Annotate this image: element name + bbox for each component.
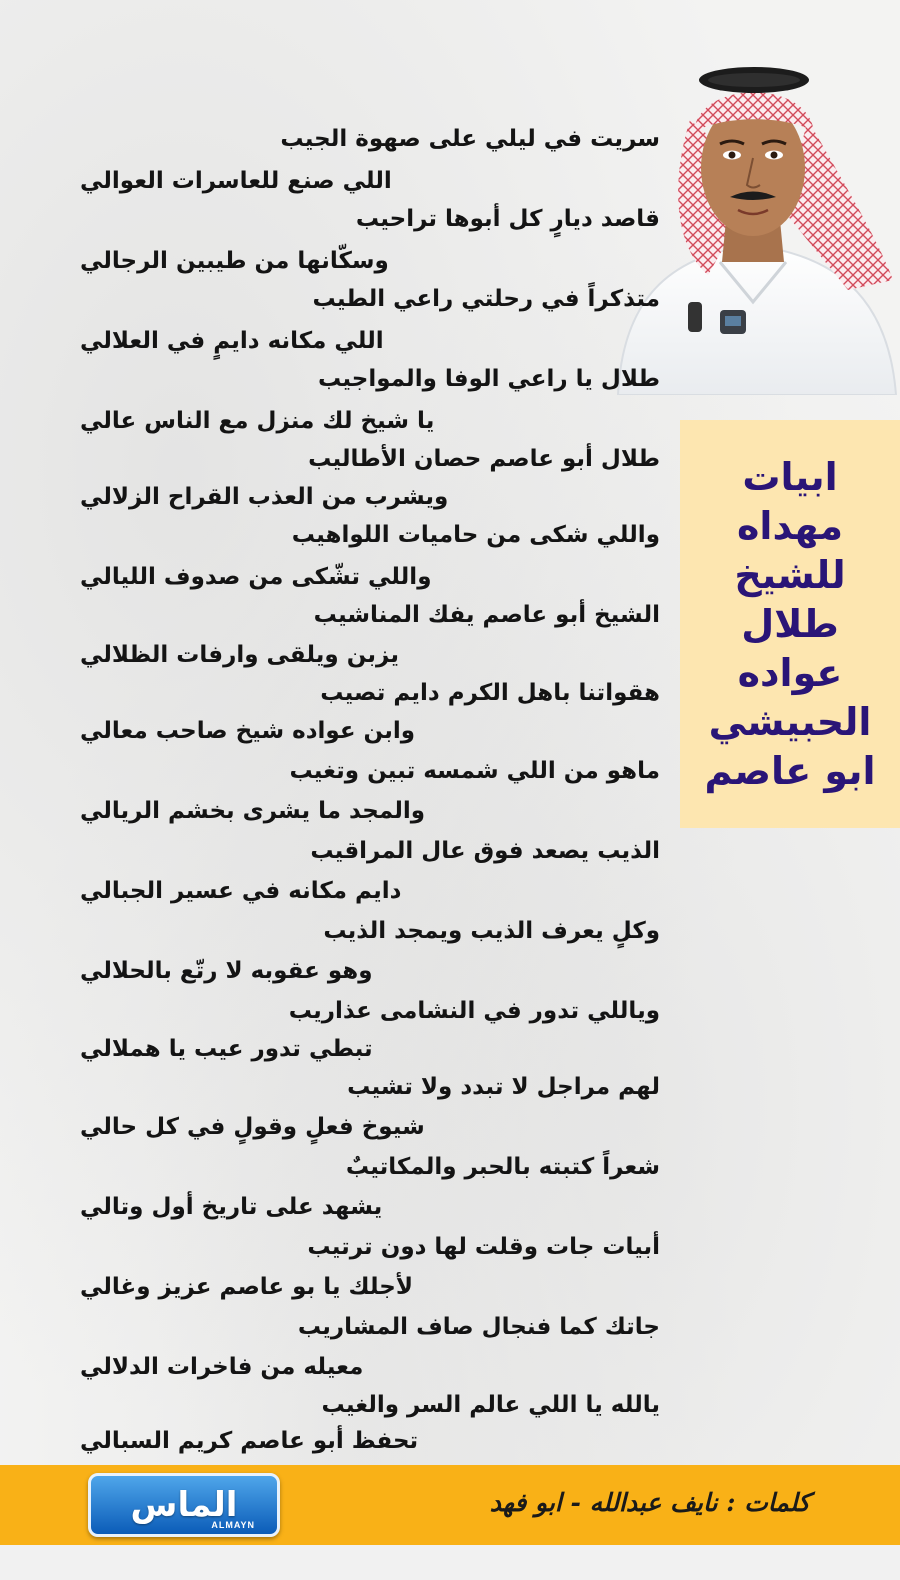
poem-line: طلال يا راعي الوفا والمواجيب bbox=[318, 366, 660, 392]
poem-line: متذكراً في رحلتي راعي الطيب bbox=[312, 286, 660, 312]
poem-line: يشهد على تاريخ أول وتالي bbox=[80, 1194, 383, 1220]
logo-arabic-text: الماس bbox=[130, 1485, 238, 1525]
dedication-title-box bbox=[680, 420, 900, 828]
poem-line: جاتك كما فنجال صاف المشاريب bbox=[297, 1314, 660, 1340]
title-line: طلال bbox=[741, 601, 839, 646]
poem-line: أبيات جات وقلت لها دون ترتيب bbox=[307, 1234, 660, 1260]
title-line: ابيات bbox=[742, 454, 838, 499]
poem bbox=[60, 122, 660, 1454]
poem-line: والمجد ما يشرى بخشم الريالي bbox=[80, 798, 426, 824]
poem-line: واللي شكى من حاميات اللواهيب bbox=[291, 522, 660, 548]
poem-line: تبطي تدور عيب يا هملالي bbox=[80, 1036, 373, 1062]
poem-line: الشيخ أبو عاصم يفك المناشيب bbox=[313, 602, 660, 628]
poem-line: تحفظ أبو عاصم كريم السبالي bbox=[80, 1428, 419, 1454]
title-line: ابو عاصم bbox=[704, 748, 876, 793]
poem-line: يزبن ويلقى وارفات الظلالي bbox=[80, 642, 399, 668]
poem-line: لأجلك يا بو عاصم عزيز وغالي bbox=[80, 1274, 413, 1300]
poem-line: اللي صنع للعاسرات العوالي bbox=[80, 168, 392, 194]
poem-line: معيله من فاخرات الدلالي bbox=[80, 1354, 364, 1380]
poem-line: وسكّانها من طيبين الرجالي bbox=[80, 248, 389, 274]
poem-line: وابن عواده شيخ صاحب معالي bbox=[80, 718, 416, 744]
poem-line: الذيب يصعد فوق عال المراقيب bbox=[310, 838, 660, 864]
title-line: الحبيشي bbox=[708, 699, 872, 744]
poem-line: قاصد ديارٍ كل أبوها تراحيب bbox=[355, 206, 660, 232]
poem-line: شعراً كتبته بالحبر والمكاتيبٌ bbox=[345, 1154, 660, 1180]
almayn-logo bbox=[88, 1473, 280, 1537]
title-line: عواده bbox=[737, 650, 843, 695]
poem-line: وياللي تدور في النشامى عذاريب bbox=[288, 998, 660, 1024]
poem-line: اللي مكانه دايمٍ في العلالي bbox=[80, 328, 384, 354]
poem-line: هقواتنا باهل الكرم دايم تصيب bbox=[320, 680, 660, 706]
poem-line: واللي تشّكى من صدوف الليالي bbox=[80, 564, 432, 590]
dedication-title bbox=[704, 453, 875, 796]
title-line: مهداه bbox=[736, 503, 844, 548]
poem-line: شيوخ فعلٍ وقولٍ في كل حالي bbox=[80, 1114, 425, 1140]
poem-line: ويشرب من العذب القراح الزلالي bbox=[80, 484, 449, 510]
poem-line: وكلٍ يعرف الذيب ويمجد الذيب bbox=[323, 918, 660, 944]
title-line: للشيخ bbox=[734, 552, 846, 597]
author-credit: كلمات : نايف عبدالله - ابو فهد bbox=[489, 1488, 810, 1517]
poem-line: سريت في ليلي على صهوة الجيب bbox=[280, 126, 660, 152]
poem-line: طلال أبو عاصم حصان الأطاليب bbox=[308, 446, 660, 472]
poem-line: ماهو من اللي شمسه تبين وتغيب bbox=[289, 758, 660, 784]
logo-latin-text: ALMAYN bbox=[211, 1520, 255, 1530]
footer-strip bbox=[0, 1545, 900, 1580]
poem-line: وهو عقوبه لا رتّع بالحلالي bbox=[80, 958, 373, 984]
poem-line: لهم مراجل لا تبدد ولا تشيب bbox=[347, 1074, 660, 1100]
poem-line: يا شيخ لك منزل مع الناس عالي bbox=[80, 408, 435, 434]
poem-line: يالله يا اللي عالم السر والغيب bbox=[321, 1392, 660, 1418]
poem-line: دايم مكانه في عسير الجبالي bbox=[80, 878, 402, 904]
